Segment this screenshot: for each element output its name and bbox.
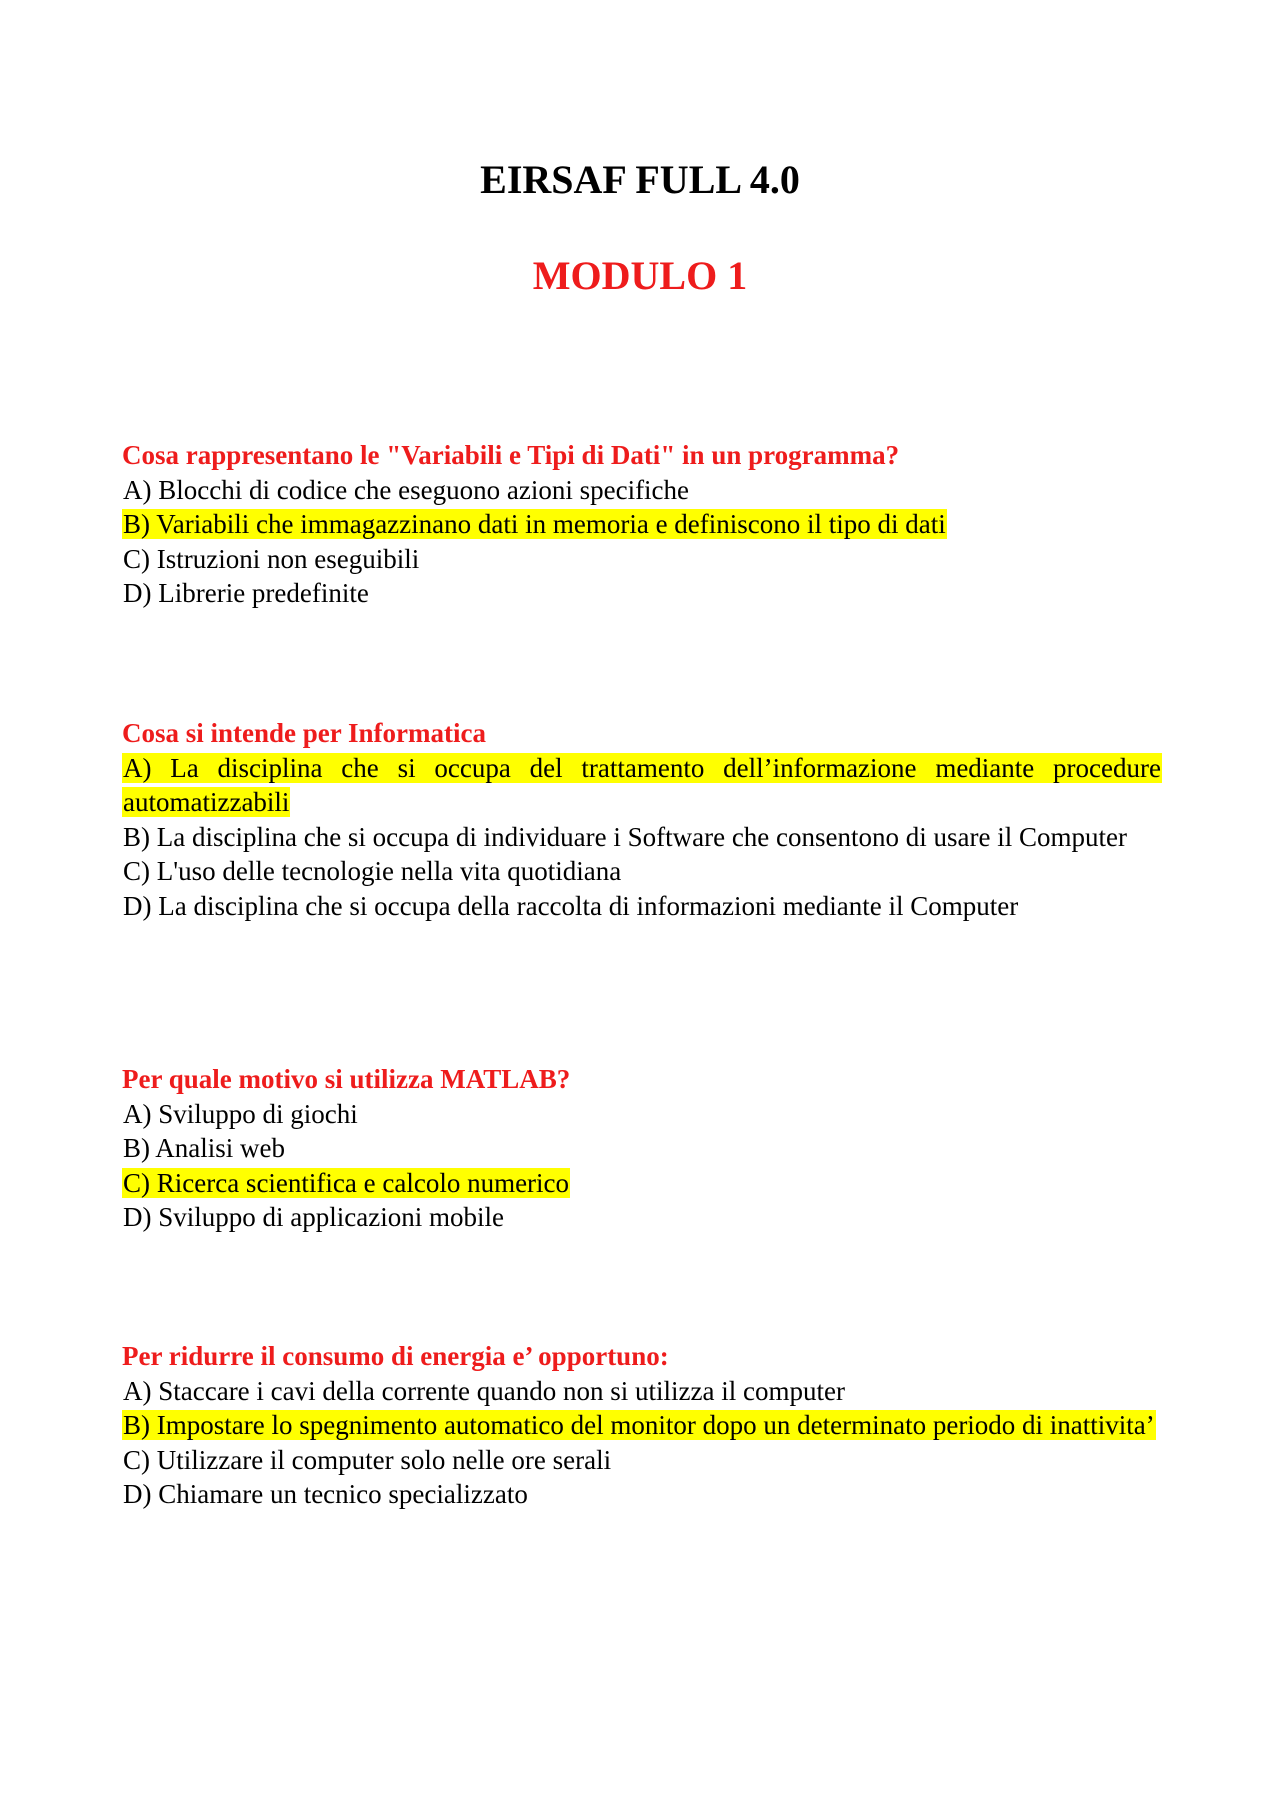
answer-option-c	[122, 542, 1162, 577]
answer-option-b	[122, 820, 1162, 855]
answer-option-b	[122, 1131, 1162, 1166]
answer-option-c	[122, 854, 1162, 889]
answer-option-d	[122, 576, 1162, 611]
question-block-3	[122, 1062, 1162, 1235]
answer-option-d	[122, 1200, 1162, 1235]
answer-option-d	[122, 1477, 1162, 1512]
answer-option-label: A) La disciplina che si occupa del trattamento dell’informazione mediante procedure automatizzabili	[123, 752, 1161, 817]
question-text: Per quale motivo si utilizza MATLAB?	[122, 1064, 571, 1094]
question-block-4	[122, 1339, 1162, 1512]
answer-option-label: B) La disciplina che si occupa di individuare i Software che consentono di usare il Computer	[123, 821, 1127, 852]
answer-option-label: C) Ricerca scientifica e calcolo numerico	[123, 1167, 570, 1198]
answer-option-label: D) Chiamare un tecnico specializzato	[123, 1479, 528, 1509]
answer-option-b-correct	[122, 507, 1162, 542]
module-title: MODULO 1	[532, 253, 748, 298]
question-block-1	[122, 438, 1162, 611]
answer-option-label: B) Analisi web	[123, 1133, 285, 1163]
answer-option-a-correct	[122, 751, 1162, 820]
answer-option-label: B) Variabili che immagazzinano dati in memoria e definiscono il tipo di dati	[123, 509, 946, 539]
answer-option-a	[122, 473, 1162, 508]
question-text: Per ridurre il consumo di energia e’ opportuno:	[122, 1341, 669, 1371]
answer-option-c	[122, 1443, 1162, 1478]
answer-option-label: A) Blocchi di codice che eseguono azioni specifiche	[123, 474, 690, 505]
answer-option-label: C) Istruzioni non eseguibili	[123, 543, 420, 574]
answer-option-b-correct	[122, 1408, 1162, 1443]
question-block-2	[122, 716, 1162, 923]
answer-option-c-correct	[122, 1166, 1162, 1201]
question-text: Cosa rappresentano le "Variabili e Tipi di Dati" in un programma?	[122, 440, 900, 470]
answer-option-label: D) Librerie predefinite	[123, 578, 369, 608]
question-text: Cosa si intende per Informatica	[122, 718, 486, 748]
document-title: EIRSAF FULL 4.0	[480, 157, 800, 202]
answer-option-d	[122, 889, 1162, 924]
answer-option-label: C) Utilizzare il computer solo nelle ore serali	[123, 1444, 612, 1475]
answer-option-label: B) Impostare lo spegnimento automatico del monitor dopo un determinato periodo di inattivita’	[123, 1410, 1155, 1440]
answer-option-label: A) Sviluppo di giochi	[123, 1098, 358, 1129]
answer-option-label: C) L'uso delle tecnologie nella vita quotidiana	[123, 856, 622, 886]
answer-option-label: D) La disciplina che si occupa della raccolta di informazioni mediante il Computer	[123, 890, 1019, 921]
answer-option-a	[122, 1097, 1162, 1132]
answer-option-label: A) Staccare i cavi della corrente quando non si utilizza il computer	[123, 1375, 845, 1406]
answer-option-label: D) Sviluppo di applicazioni mobile	[123, 1202, 504, 1232]
answer-option-a	[122, 1374, 1162, 1409]
